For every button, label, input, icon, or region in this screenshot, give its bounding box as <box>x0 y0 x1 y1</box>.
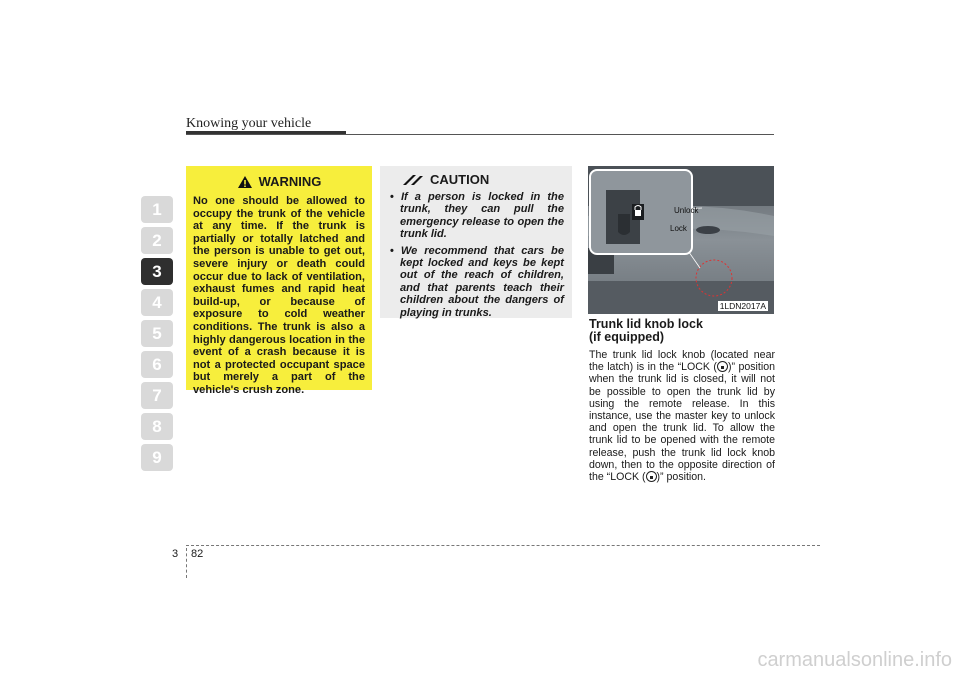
warning-triangle-icon <box>237 175 253 189</box>
body-part1: The trunk lid lock knob (located near the latch) is in the “LOCK ( <box>589 349 775 374</box>
trunk-lock-figure <box>588 166 774 314</box>
chapter-tab-4[interactable]: 4 <box>141 289 173 316</box>
lock-icon <box>646 471 657 482</box>
caution-box <box>380 166 572 318</box>
caution-header <box>402 172 564 187</box>
chapter-tab-3[interactable]: 3 <box>141 258 173 285</box>
footer-divider <box>186 548 187 578</box>
header-rule <box>186 134 774 135</box>
header-title: Knowing your vehicle <box>186 116 312 131</box>
unlock-label: Unlock <box>674 206 699 215</box>
warning-title: WARNING <box>258 174 322 189</box>
body-part2: )” position when the trunk lid is closed, it will not be possible to open the trunk lid by using the remote release. In this instance, use the master key to unlock and open the trunk lid. To allow the trunk lid to be opened with the remote release, push the trunk lid lock knob down, then to the opposite direction of the “LOCK ( <box>589 361 775 484</box>
section-heading <box>589 318 703 344</box>
lock-icon <box>717 361 728 372</box>
chapter-tab-7[interactable]: 7 <box>141 382 173 409</box>
chapter-tab-1[interactable]: 1 <box>141 196 173 223</box>
footer-rule <box>186 545 820 546</box>
caution-list <box>388 191 564 319</box>
chapter-tab-8[interactable]: 8 <box>141 413 173 440</box>
chapter-tab-2[interactable]: 2 <box>141 227 173 254</box>
chapter-tab-6[interactable]: 6 <box>141 351 173 378</box>
trunk-lid-illustration <box>588 166 774 314</box>
warning-header <box>193 174 365 189</box>
section-body <box>589 349 775 483</box>
chapter-tab-5[interactable]: 5 <box>141 320 173 347</box>
section-heading-line1: Trunk lid knob lock <box>589 317 703 331</box>
figure-id: 1LDN2017A <box>719 301 766 311</box>
warning-box <box>186 166 372 396</box>
body-part3: )” position. <box>656 471 706 484</box>
caution-title: CAUTION <box>430 172 490 187</box>
caution-item: • If a person is locked in the trunk, they can pull the emergency release to open the trunk lid. <box>388 191 564 241</box>
footer-chapter-number: 3 <box>172 548 179 560</box>
chapter-tab-9[interactable]: 9 <box>141 444 173 471</box>
section-heading-line2: (if equipped) <box>589 330 664 344</box>
caution-pencil-icon <box>402 174 424 186</box>
watermark: carmanualsonline.info <box>757 649 952 671</box>
lock-label: Lock <box>670 224 687 233</box>
warning-text: No one should be allowed to occupy the trunk of the vehicle at any time. If the trunk is partially or totally latched and the person is unable to get out, severe injury or death could occur due to lack of ventilation, exhaust fumes and rapid heat build-up, or because of exposure to cold weather conditions. The trunk is also a highly dangerous location in the event of a crash because it is not a protected occupant space but merely a part of the vehicle's crush zone. <box>193 195 365 396</box>
caution-item: • We recommend that cars be kept locked and keys be kept out of the reach of children, and that parents teach their children about the dangers of playing in trunks. <box>388 245 564 319</box>
chapter-tabs <box>141 196 173 475</box>
footer-page-number: 82 <box>191 548 204 560</box>
